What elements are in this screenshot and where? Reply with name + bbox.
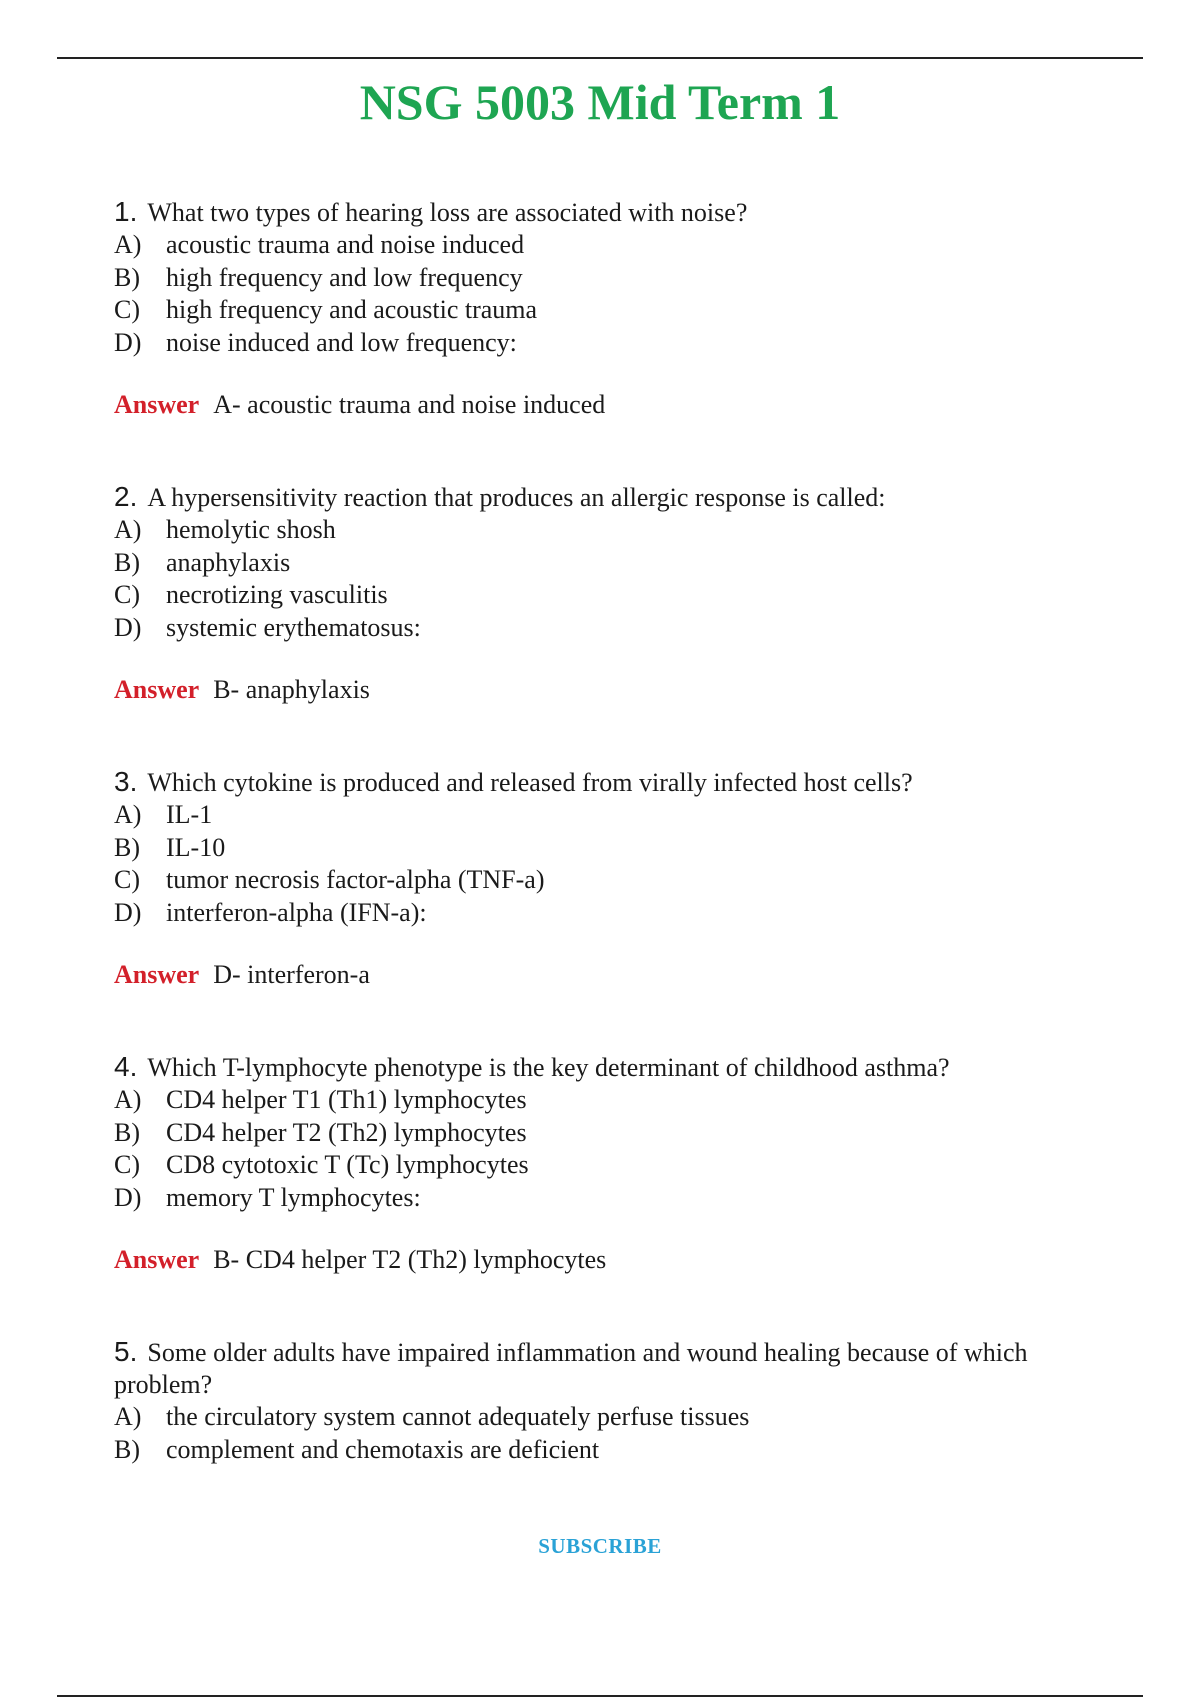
- option-letter: C): [114, 1150, 140, 1179]
- option-letter: A): [114, 800, 142, 829]
- question-3: [114, 766, 1114, 991]
- question-number: 2.: [114, 481, 138, 512]
- option-text: noise induced and low frequency:: [166, 327, 517, 357]
- option-letter: C): [114, 295, 140, 324]
- question-3-prompt: [114, 766, 1114, 799]
- option-text: interferon-alpha (IFN-a):: [166, 897, 427, 927]
- option-text: the circulatory system cannot adequately perfuse tissues: [166, 1402, 750, 1431]
- question-number: 4.: [114, 1051, 138, 1082]
- answer-line: [114, 389, 1114, 421]
- question-text: A hypersensitivity reaction that produces an allergic response is called:: [147, 483, 886, 512]
- answer-label: Answer: [114, 675, 200, 704]
- option-b: [114, 547, 1114, 580]
- answer-line: [114, 674, 1114, 706]
- option-text: tumor necrosis factor-alpha (TNF-a): [166, 865, 545, 894]
- option-letter: D): [114, 612, 142, 642]
- option-a: [114, 799, 1114, 832]
- option-a: [114, 229, 1114, 262]
- question-list: [114, 196, 1114, 1466]
- option-text: hemolytic shosh: [166, 515, 336, 544]
- question-2: [114, 481, 1114, 706]
- option-d: [114, 612, 1114, 645]
- answer-label: Answer: [114, 1245, 200, 1274]
- question-number: 5.: [114, 1336, 138, 1367]
- option-text: high frequency and acoustic trauma: [166, 295, 538, 324]
- option-text: IL-1: [166, 800, 213, 829]
- option-text: high frequency and low frequency: [166, 262, 523, 292]
- option-letter: C): [114, 865, 140, 894]
- answer-text: B- anaphylaxis: [213, 675, 370, 704]
- option-b: [114, 1434, 1114, 1467]
- option-letter: A): [114, 1085, 142, 1114]
- option-b: [114, 262, 1114, 295]
- option-b: [114, 1117, 1114, 1150]
- option-text: memory T lymphocytes:: [166, 1182, 421, 1212]
- option-text: CD8 cytotoxic T (Tc) lymphocytes: [166, 1150, 529, 1179]
- option-text: necrotizing vasculitis: [166, 580, 388, 609]
- option-letter: D): [114, 1182, 142, 1212]
- option-text: acoustic trauma and noise induced: [166, 230, 525, 259]
- question-number: 3.: [114, 766, 138, 797]
- option-text: anaphylaxis: [166, 547, 291, 577]
- option-text: systemic erythematosus:: [166, 612, 421, 642]
- question-4: [114, 1051, 1114, 1276]
- option-letter: B): [114, 1117, 140, 1147]
- option-letter: A): [114, 515, 142, 544]
- option-a: [114, 514, 1114, 547]
- option-d: [114, 1182, 1114, 1215]
- question-text: What two types of hearing loss are associated with noise?: [147, 198, 748, 227]
- question-text: Some older adults have impaired inflammation and wound healing because of which problem?: [114, 1338, 1028, 1399]
- option-letter: B): [114, 1434, 140, 1464]
- page-title: NSG 5003 Mid Term 1: [359, 74, 841, 130]
- answer-label: Answer: [114, 390, 200, 419]
- option-letter: B): [114, 547, 140, 577]
- answer-line: [114, 959, 1114, 991]
- subscribe-link[interactable]: SUBSCRIBE: [538, 1534, 662, 1558]
- question-text: Which T-lymphocyte phenotype is the key determinant of childhood asthma?: [147, 1053, 950, 1082]
- answer-line: [114, 1244, 1114, 1276]
- option-text: complement and chemotaxis are deficient: [166, 1434, 600, 1464]
- option-text: CD4 helper T2 (Th2) lymphocytes: [166, 1117, 527, 1147]
- option-letter: B): [114, 262, 140, 292]
- option-letter: A): [114, 1402, 142, 1431]
- top-rule: [57, 57, 1143, 59]
- answer-text: A- acoustic trauma and noise induced: [213, 390, 606, 419]
- question-1: [114, 196, 1114, 421]
- option-text: IL-10: [166, 832, 226, 862]
- question-text: Which cytokine is produced and released from virally infected host cells?: [147, 768, 913, 797]
- question-1-prompt: [114, 196, 1114, 229]
- question-number: 1.: [114, 196, 138, 227]
- option-c: [114, 294, 1114, 327]
- option-c: [114, 579, 1114, 612]
- option-letter: C): [114, 580, 140, 609]
- option-text: CD4 helper T1 (Th1) lymphocytes: [166, 1085, 527, 1114]
- bottom-rule: [57, 1695, 1143, 1697]
- option-letter: B): [114, 832, 140, 862]
- question-5-prompt: [114, 1336, 1114, 1401]
- option-a: [114, 1084, 1114, 1117]
- question-2-prompt: [114, 481, 1114, 514]
- question-4-prompt: [114, 1051, 1114, 1084]
- option-c: [114, 864, 1114, 897]
- option-c: [114, 1149, 1114, 1182]
- option-d: [114, 327, 1114, 360]
- answer-text: B- CD4 helper T2 (Th2) lymphocytes: [213, 1245, 607, 1274]
- option-b: [114, 832, 1114, 865]
- option-d: [114, 897, 1114, 930]
- option-letter: D): [114, 897, 142, 927]
- question-5: [114, 1336, 1114, 1466]
- option-a: [114, 1401, 1114, 1434]
- answer-text: D- interferon-a: [213, 960, 370, 989]
- option-letter: D): [114, 327, 142, 357]
- answer-label: Answer: [114, 960, 200, 989]
- option-letter: A): [114, 230, 142, 259]
